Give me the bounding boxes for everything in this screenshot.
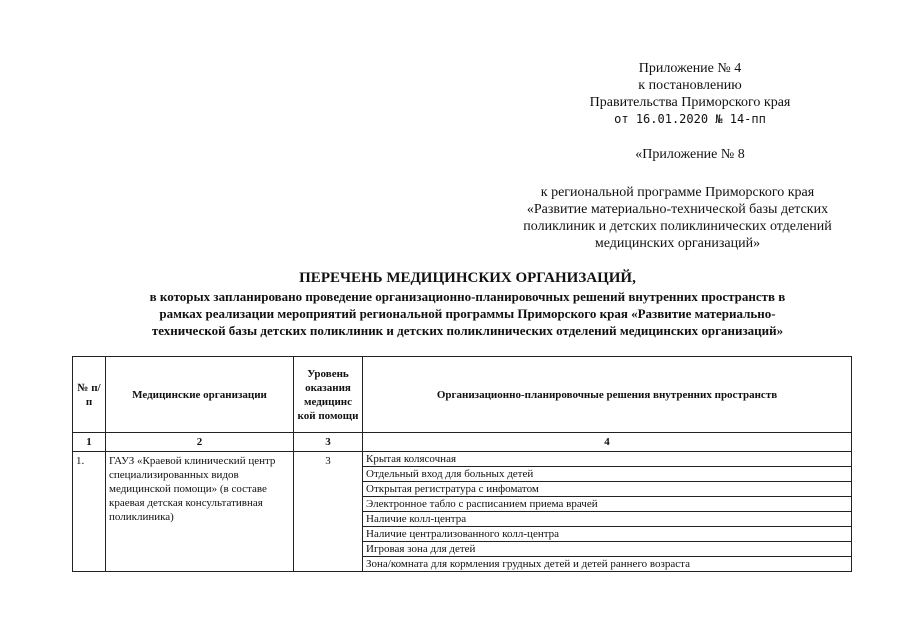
appendix-4-line: Правительства Приморского края — [589, 95, 791, 110]
header-care-level: Уровень оказания медицинс кой помощи — [294, 357, 363, 433]
column-number: 4 — [363, 433, 852, 452]
header-number: № п/п — [73, 357, 106, 433]
table-header-row — [73, 357, 852, 433]
heading-subtitle-line: рамках реализации мероприятий региональной программы Приморского края «Развитие материально- — [159, 306, 776, 321]
solution-item: Наличие колл-центра — [363, 512, 852, 527]
heading-subtitle-line: в которых запланировано проведение организационно-планировочных решений внутренних пространств в — [149, 289, 786, 304]
organizations-table — [72, 356, 852, 572]
organization-name: ГАУЗ «Краевой клинический центр специализированных видов медицинской помощи» (в составе краевая детская консультативная поликлиника) — [106, 452, 294, 572]
appendix-4-block — [560, 60, 820, 128]
column-number-row — [73, 433, 852, 452]
decree-date-number: от 16.01.2020 № 14-пп — [614, 112, 766, 126]
appendix-4-line: к постановлению — [638, 78, 742, 93]
row-index: 1. — [73, 452, 106, 572]
solution-item: Игровая зона для детей — [363, 542, 852, 557]
solution-item: Электронное табло с расписанием приема врачей — [363, 497, 852, 512]
program-line: поликлиник и детских поликлинических отделений — [523, 219, 832, 234]
header-organization: Медицинские организации — [106, 357, 294, 433]
table-row — [73, 452, 852, 467]
program-line: к региональной программе Приморского края — [540, 185, 815, 200]
solution-item: Отдельный вход для больных детей — [363, 467, 852, 482]
column-number: 3 — [294, 433, 363, 452]
column-number: 1 — [73, 433, 106, 452]
heading-title: ПЕРЕЧЕНЬ МЕДИЦИНСКИХ ОРГАНИЗАЦИЙ, — [299, 270, 636, 286]
heading-subtitle-line: технической базы детских поликлиник и детских поликлинических отделений медицинских организаций» — [151, 323, 784, 338]
solution-item: Открытая регистратура с инфоматом — [363, 482, 852, 497]
appendix-8-title: «Приложение № 8 — [635, 147, 745, 162]
header-solutions: Организационно-планировочные решения внутренних пространств — [363, 357, 852, 433]
column-number: 2 — [106, 433, 294, 452]
appendix-4-title: Приложение № 4 — [638, 61, 742, 76]
solution-item: Наличие централизованного колл-центра — [363, 527, 852, 542]
program-line: «Развитие материально-технической базы детских — [526, 202, 829, 217]
solution-item: Зона/комната для кормления грудных детей и детей раннего возраста — [363, 557, 852, 572]
care-level: 3 — [294, 452, 363, 572]
solution-item: Крытая колясочная — [363, 452, 852, 467]
program-reference — [505, 184, 850, 252]
document-heading — [90, 268, 845, 339]
program-line: медицинских организаций» — [594, 236, 761, 251]
